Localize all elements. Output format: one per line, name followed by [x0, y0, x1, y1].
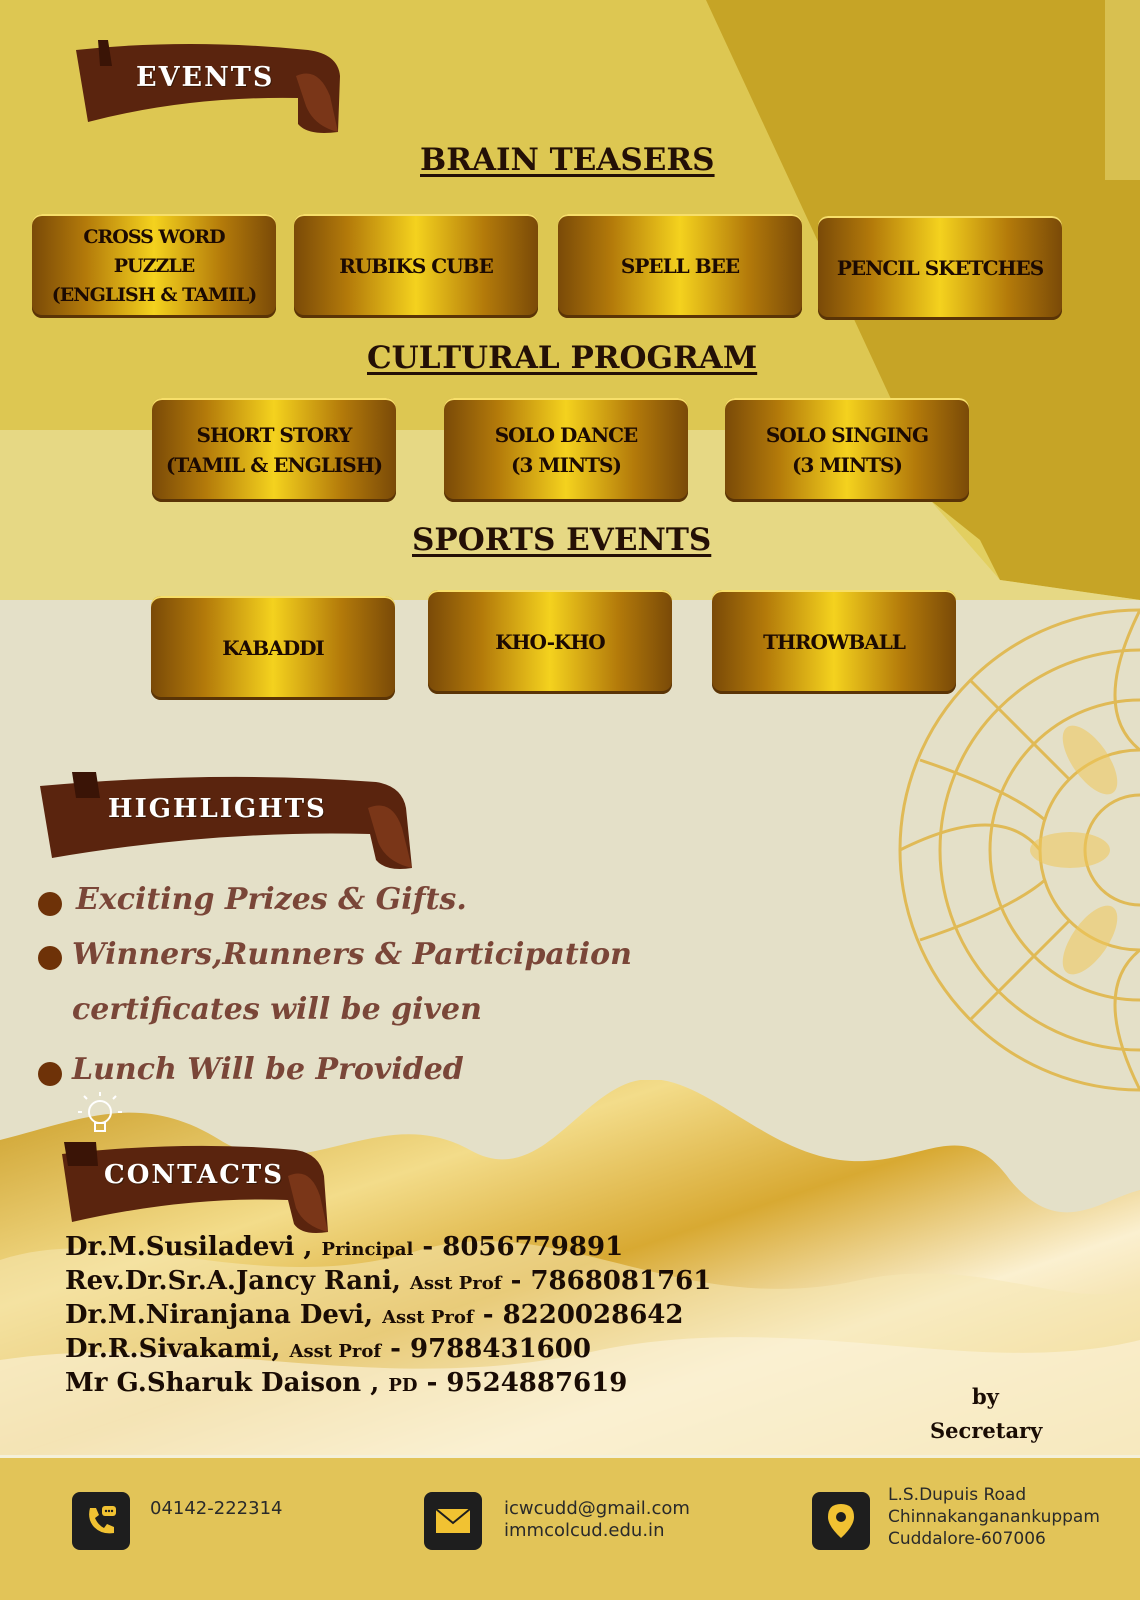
sports-events-title: SPORTS EVENTS — [412, 522, 712, 558]
contact-sivakami — [65, 1332, 591, 1369]
event-label: SPELL BEE — [620, 254, 740, 278]
event-label: SOLO SINGING (3 MINTS) — [765, 423, 929, 477]
cultural-program-title: CULTURAL PROGRAM — [367, 340, 758, 376]
location-pin-icon — [812, 1492, 870, 1550]
contact-phone: - 7868081761 — [501, 1266, 712, 1296]
event-solo-dance — [444, 398, 688, 502]
event-pencil-sketches — [818, 216, 1062, 320]
event-kho-kho — [428, 590, 672, 694]
signature-secretary: Secretary — [930, 1418, 1043, 1443]
contact-role: Asst Prof — [409, 1273, 502, 1294]
contacts-ribbon-label: CONTACTS — [104, 1160, 285, 1190]
footer-phone: 04142-222314 — [150, 1498, 283, 1519]
footer-address-line-1: L.S.Dupuis Road — [888, 1485, 1027, 1505]
contact-name: Dr.R.Sivakami, — [65, 1334, 290, 1364]
highlights-ribbon-label: HIGHLIGHTS — [108, 794, 327, 824]
footer-email: icwcudd@gmail.com — [504, 1498, 690, 1519]
event-label: THROWBALL — [763, 630, 905, 654]
contact-principal — [65, 1230, 623, 1267]
highlight-certificates-cont: certificates will be given — [72, 992, 482, 1027]
event-kabaddi — [151, 596, 395, 700]
bullet — [38, 1062, 62, 1086]
contact-role: PD — [388, 1375, 418, 1396]
contact-jancy-rani — [65, 1264, 711, 1301]
event-spell-bee — [558, 214, 802, 318]
event-label: KABADDI — [222, 636, 324, 660]
contact-role: Principal — [321, 1239, 414, 1260]
contact-name: Mr G.Sharuk Daison , — [65, 1368, 389, 1398]
event-label: RUBIKS CUBE — [339, 254, 493, 278]
contact-phone: - 9524887619 — [417, 1368, 628, 1398]
phone-icon — [72, 1492, 130, 1550]
email-icon — [424, 1492, 482, 1550]
footer-address-line-3: Cuddalore-607006 — [888, 1529, 1046, 1549]
highlight-prizes: Exciting Prizes & Gifts. — [76, 882, 467, 917]
event-label: SOLO DANCE (3 MINTS) — [494, 423, 638, 477]
bullet — [38, 946, 62, 970]
event-label: PENCIL SKETCHES — [836, 256, 1044, 280]
contact-name: Rev.Dr.Sr.A.Jancy Rani, — [65, 1266, 410, 1296]
contact-sharuk-daison — [65, 1366, 627, 1403]
highlights-ribbon — [36, 768, 412, 874]
event-rubiks-cube — [294, 214, 538, 318]
footer-address-line-2: Chinnakanganankuppam — [888, 1507, 1100, 1527]
event-solo-singing — [725, 398, 969, 502]
contact-role: Asst Prof — [289, 1341, 382, 1362]
lightbulb-icon — [76, 1090, 124, 1140]
event-crossword-puzzle — [32, 214, 276, 318]
contact-phone: - 8056779891 — [413, 1232, 624, 1262]
highlight-certificates: Winners,Runners & Participation — [72, 937, 632, 972]
event-label: KHO-KHO — [495, 630, 605, 654]
events-ribbon — [68, 36, 348, 140]
contact-name: Dr.M.Niranjana Devi, — [65, 1300, 383, 1330]
contact-name: Dr.M.Susiladevi , — [65, 1232, 322, 1262]
event-short-story — [152, 398, 396, 502]
contact-role: Asst Prof — [382, 1307, 474, 1328]
bullet — [38, 892, 62, 916]
highlight-lunch: Lunch Will be Provided — [72, 1052, 464, 1087]
contact-phone: - 9788431600 — [381, 1334, 591, 1364]
contacts-ribbon — [56, 1138, 332, 1238]
contact-phone: - 8220028642 — [473, 1300, 684, 1330]
footer-website: immcolcud.edu.in — [504, 1520, 665, 1541]
events-ribbon-label: EVENTS — [136, 62, 275, 93]
event-throwball — [712, 590, 956, 694]
event-label: SHORT STORY (TAMIL & ENGLISH) — [165, 423, 383, 477]
brain-teasers-title: BRAIN TEASERS — [420, 142, 715, 178]
signature-by: by — [972, 1384, 999, 1409]
event-label: CROSS WORD PUZZLE (ENGLISH & TAMIL) — [51, 225, 257, 306]
contact-niranjana-devi — [65, 1298, 683, 1335]
